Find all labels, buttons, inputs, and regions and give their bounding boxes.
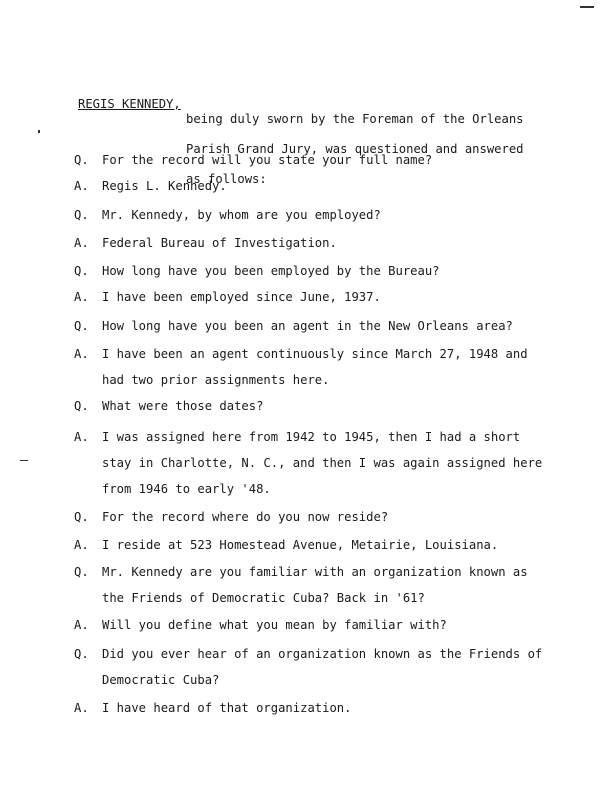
qa-label: A.	[74, 179, 89, 193]
qa-label: Q.	[74, 399, 89, 413]
qa-line: Regis L. Kennedy.	[102, 179, 227, 193]
qa-label: Q.	[74, 264, 89, 278]
qa-line: I have heard of that organization.	[102, 701, 352, 715]
qa-line: Mr. Kennedy, by whom are you employed?	[102, 208, 381, 222]
qa-label: Q.	[74, 565, 89, 579]
qa-line: For the record where do you now reside?	[102, 510, 389, 524]
qa-label: Q.	[74, 319, 89, 333]
qa-label: A.	[74, 236, 89, 250]
qa-line: How long have you been an agent in the New Orleans area?	[102, 319, 513, 333]
qa-line: I reside at 523 Homestead Avenue, Metairie, Louisiana.	[102, 538, 499, 552]
qa-label: A.	[74, 618, 89, 632]
qa-line: I have been employed since June, 1937.	[102, 290, 381, 304]
qa-line: I have been an agent continuously since March 27, 1948 and	[102, 347, 528, 361]
scan-mark-top-right	[580, 6, 594, 8]
qa-label: Q.	[74, 510, 89, 524]
scan-mark-left-lower	[20, 460, 28, 461]
qa-label: A.	[74, 347, 89, 361]
qa-line: had two prior assignments here.	[102, 373, 330, 387]
qa-label: Q.	[74, 208, 89, 222]
qa-line: Democratic Cuba?	[102, 673, 220, 687]
witness-name: REGIS KENNEDY,	[78, 97, 181, 111]
qa-line: Will you define what you mean by familiar with?	[102, 618, 447, 632]
qa-line: How long have you been employed by the Bureau?	[102, 264, 440, 278]
qa-line: I was assigned here from 1942 to 1945, then I had a short	[102, 430, 521, 444]
qa-label: A.	[74, 701, 89, 715]
qa-line: stay in Charlotte, N. C., and then I was again assigned here	[102, 456, 543, 470]
qa-line: Mr. Kennedy are you familiar with an organization known as	[102, 565, 528, 579]
oath-line: as follows:	[186, 172, 267, 186]
qa-line: For the record will you state your full name?	[102, 153, 433, 167]
qa-line: Federal Bureau of Investigation.	[102, 236, 337, 250]
qa-line: Did you ever hear of an organization known as the Friends of	[102, 647, 543, 661]
qa-line: the Friends of Democratic Cuba? Back in '61?	[102, 591, 425, 605]
scan-mark-left	[38, 130, 40, 133]
oath-line: Parish Grand Jury, was questioned and answered	[186, 142, 524, 156]
qa-line: What were those dates?	[102, 399, 264, 413]
qa-label: Q.	[74, 647, 89, 661]
qa-label: A.	[74, 430, 89, 444]
qa-label: A.	[74, 290, 89, 304]
qa-label: Q.	[74, 153, 89, 167]
oath-line: being duly sworn by the Foreman of the Orleans	[186, 112, 524, 126]
qa-line: from 1946 to early '48.	[102, 482, 271, 496]
qa-label: A.	[74, 538, 89, 552]
